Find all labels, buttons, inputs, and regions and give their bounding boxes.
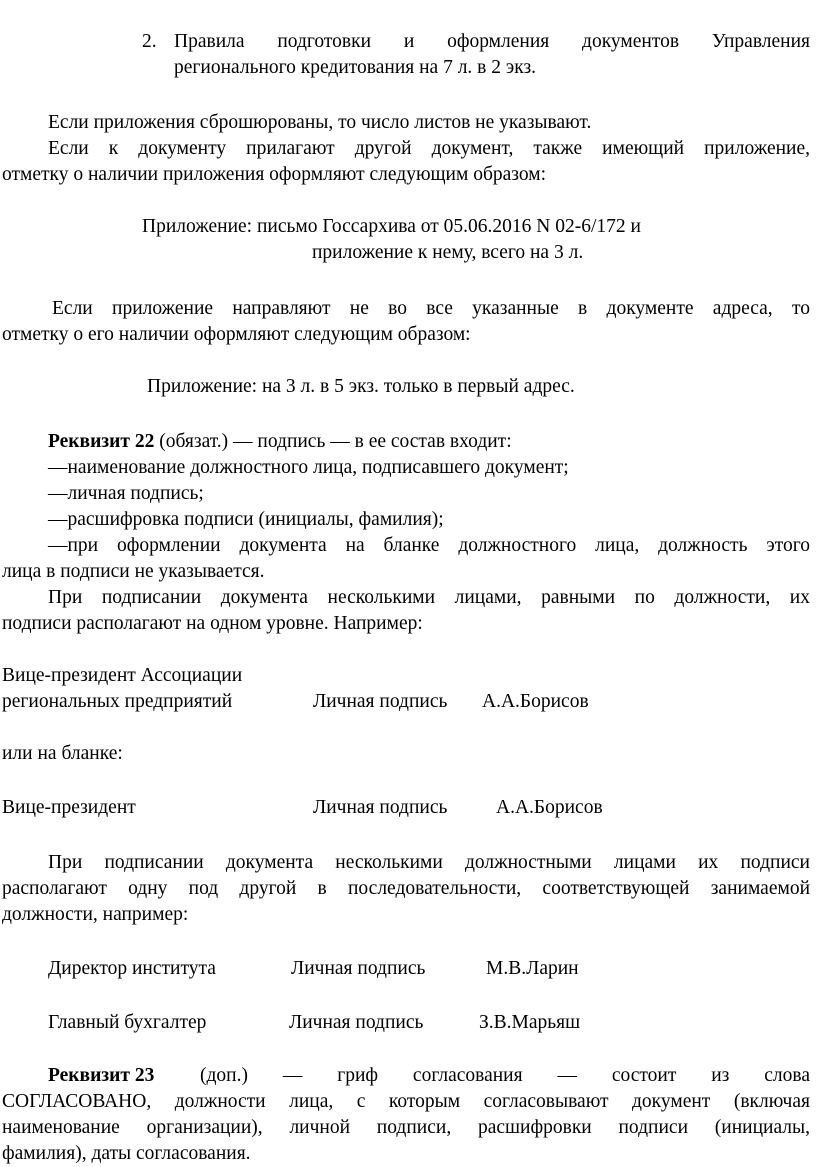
signature-2-name: А.А.Борисов [496, 797, 603, 818]
requisite-22-item-4-line2: лица в подписи не указывается. [2, 561, 265, 582]
requisite-22-item-1: —наименование должностного лица, подписавшего документ; [48, 457, 569, 478]
signature-1-name: А.А.Борисов [482, 691, 589, 712]
requisite-22-title: Реквизит 22 [48, 431, 155, 452]
requisite-22-heading [48, 429, 512, 455]
example-1-line2: приложение к нему, всего на 3 л. [312, 242, 584, 263]
paragraph-5-line1: При подписании документа несколькими должностными лицами их подписи [48, 852, 810, 873]
requisite-23-line1: (доп.) — гриф согласования — состоит из слова [200, 1065, 810, 1086]
signature-4-position: Главный бухгалтер [48, 1012, 207, 1033]
signature-2-signature: Личная подпись [313, 797, 448, 818]
requisite-23-line3: наименование организации), личной подписи, расшифровки подписи (инициалы, [2, 1117, 810, 1138]
paragraph-4-line2: подписи располагают на одном уровне. Например: [2, 613, 423, 634]
paragraph-4-line1: При подписании документа несколькими лицами, равными по должности, их [48, 587, 810, 608]
paragraph-3-line1: Если приложение направляют не во все указанные в документе адреса, то [52, 298, 810, 319]
signature-1-signature: Личная подпись [313, 691, 448, 712]
requisite-23-line2: СОГЛАСОВАНО, должности лица, с которым согласовывают документ (включая [2, 1091, 810, 1112]
paragraph-2-line1: Если к документу прилагают другой документ, также имеющий приложение, [48, 138, 810, 159]
requisite-23-line4: фамилия), даты согласования. [2, 1143, 251, 1164]
signature-3-name: М.В.Ларин [486, 958, 579, 979]
paragraph-3-line2: отметку о его наличии оформляют следующим образом: [2, 324, 471, 345]
paragraph-5-line3: должности, например: [2, 904, 189, 925]
signature-1-position-line2: региональных предприятий [2, 691, 233, 712]
example-2: Приложение: на 3 л. в 5 экз. только в первый адрес. [147, 376, 575, 397]
requisite-22-item-4-line1: —при оформлении документа на бланке должностного лица, должность этого [48, 535, 810, 556]
paragraph-5-line2: располагают одну под другой в последовательности, соответствующей занимаемой [2, 878, 810, 899]
signature-4-name: З.В.Марьяш [479, 1012, 581, 1033]
requisite-22-item-2: —личная подпись; [48, 483, 204, 504]
item2-line1: Правила подготовки и оформления документов Управления [174, 31, 810, 52]
or-on-blank: или на бланке: [2, 743, 123, 764]
requisite-23-title: Реквизит 23 [48, 1065, 155, 1086]
paragraph-2-line2: отметку о наличии приложения оформляют следующим образом: [2, 164, 546, 185]
requisite-22-item-3: —расшифровка подписи (инициалы, фамилия); [48, 509, 444, 530]
signature-3-position: Директор института [48, 958, 216, 979]
signature-2-position: Вице-президент [2, 797, 136, 818]
signature-4-signature: Личная подпись [289, 1012, 424, 1033]
item2-line2: регионального кредитования на 7 л. в 2 экз. [174, 57, 537, 78]
signature-3-signature: Личная подпись [291, 958, 426, 979]
item2-number: 2. [142, 31, 157, 52]
signature-1-position-line1: Вице-президент Ассоциации [2, 665, 243, 686]
paragraph-1: Если приложения сброшюрованы, то число листов не указывают. [48, 112, 592, 133]
requisite-22-text: (обязат.) — подпись — в ее состав входит: [154, 431, 512, 452]
example-1-line1: Приложение: письмо Госсархива от 05.06.2016 N 02-6/172 и [142, 216, 641, 237]
